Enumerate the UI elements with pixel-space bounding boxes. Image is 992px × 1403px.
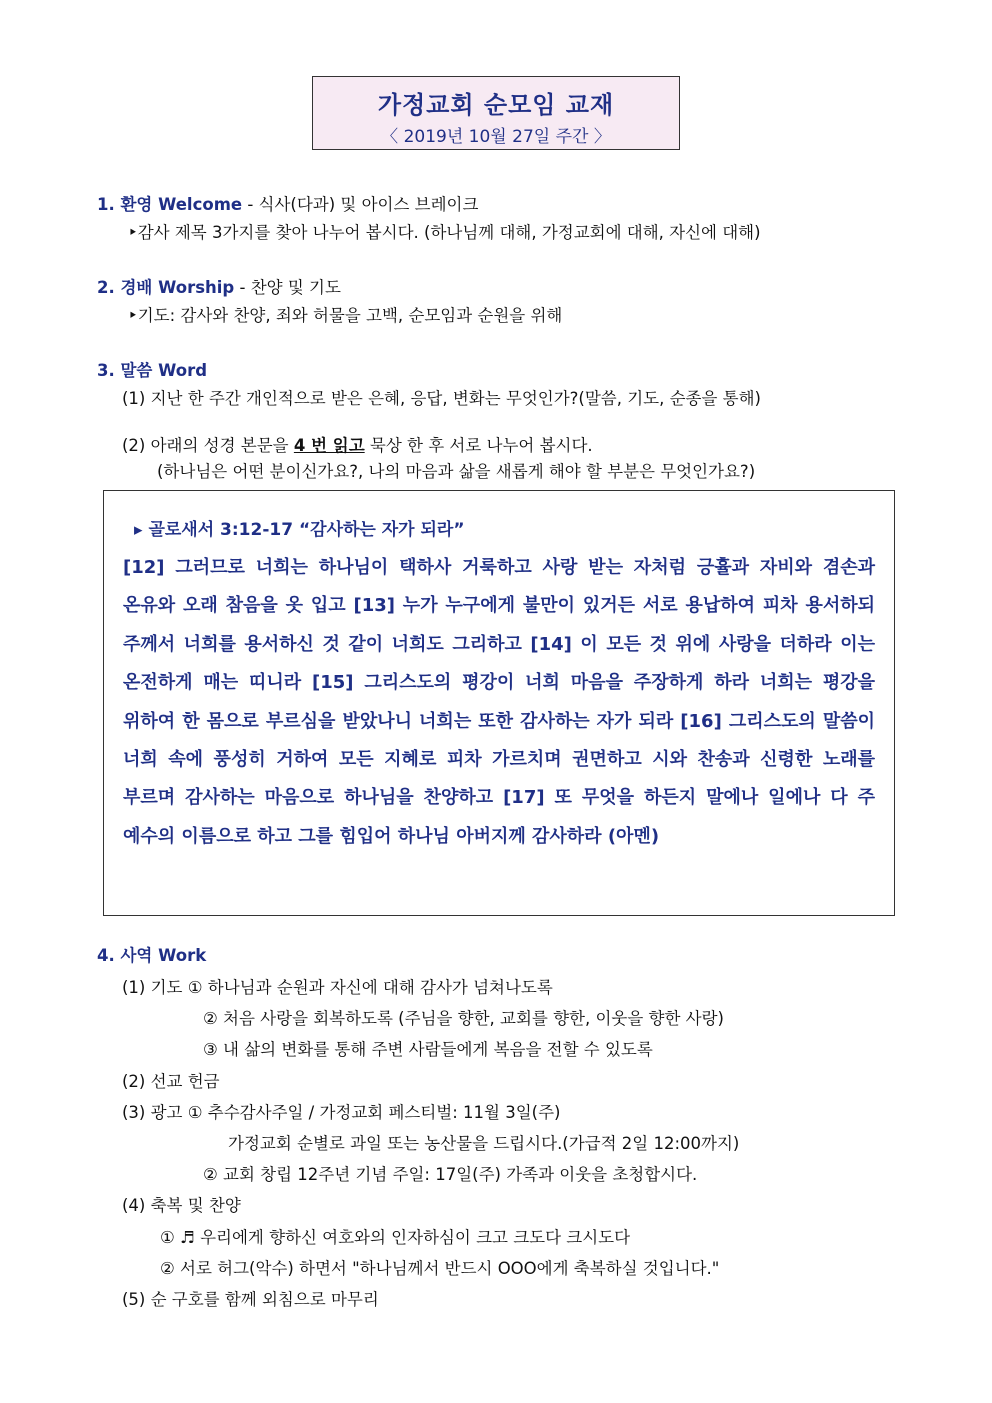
- section-number: 1. 환영 Welcome: [97, 195, 243, 214]
- section-word-heading: [97, 357, 207, 381]
- work-prayer-1: (1) 기도 ① 하나님과 순원과 자신에 대해 감사가 넘쳐나도록: [122, 978, 553, 997]
- welcome-item: ‣감사 제목 3가지를 찾아 나누어 봅시다. (하나님께 대해, 가정교회에 대해, 자신에 대해): [128, 223, 761, 242]
- work-offering: (2) 선교 헌금: [122, 1072, 220, 1091]
- section-welcome-heading: [97, 191, 478, 215]
- work-notice-2: ② 교회 창립 12주년 기념 주일: 17일(주) 가족과 이웃을 초청합시다.: [203, 1165, 698, 1184]
- work-blessing-2: ② 서로 허그(악수) 하면서 "하나님께서 반드시 OOO에게 축복하실 것입니다.": [160, 1259, 720, 1278]
- title-box: [312, 76, 680, 150]
- work-closing: (5) 순 구호를 함께 외침으로 마무리: [122, 1290, 379, 1309]
- question-text: 묵상 한 후 서로 나누어 봅시다.: [364, 436, 593, 455]
- work-blessing-1: ① ♬ 우리에게 향하신 여호와의 인자하심이 크고 크도다 크시도다: [160, 1228, 631, 1247]
- work-notice-1: (3) 광고 ① 추수감사주일 / 가정교회 페스티벌: 11월 3일(주): [122, 1103, 561, 1122]
- section-work-heading: [97, 942, 206, 966]
- section-number: 3. 말씀 Word: [97, 361, 208, 380]
- work-prayer-2: ② 처음 사랑을 회복하도록 (주님을 향한, 교회를 향한, 이웃을 향한 사랑): [203, 1009, 724, 1028]
- question-emphasis: 4 번 읽고: [293, 436, 365, 455]
- scripture-reference: ▸ 골로새서 3:12-17 “감사하는 자가 되라”: [134, 520, 465, 540]
- section-number: 2. 경배 Worship: [97, 278, 235, 297]
- section-worship-heading: [97, 274, 341, 298]
- page-title: 가정교회 순모임 교재: [377, 91, 615, 119]
- section-subtitle: - 찬양 및 기도: [234, 278, 341, 297]
- work-notice-1-detail: 가정교회 순별로 과일 또는 농산물을 드립시다.(가급적 2일 12:00까지): [228, 1134, 740, 1153]
- section-number: 4. 사역 Work: [97, 946, 207, 965]
- question-text: (2) 아래의 성경 본문을: [122, 436, 294, 455]
- work-blessing: (4) 축복 및 찬양: [122, 1196, 241, 1215]
- week-label: 〈 2019년 10월 27일 주간 〉: [381, 127, 611, 147]
- scripture-box: [103, 490, 895, 916]
- scripture-text: [12] 그러므로 너희는 하나님이 택하사 거룩하고 사랑 받는 자처럼 긍휼과 자비와 겸손과 온유와 오래 참음을 옷 입고 [13] 누가 누구에게 불만이 있거든 서로 용납하여 피차 용서하되 주께서 너희를 용서하신 것 같이 너희도 그리하고 [14] 이 모든 것 위에 사랑을 더하라 이는 온전하게 매는 띠니라 [15] 그리스도의 평강이 너희 마음을 주장하게 하라 너희는 평강을 위하여 한 몸으로 부르심을 받았나니 너희는 또한 감사하는 자가 되라 [16] 그리스도의 말씀이 너희 속에 풍성히 거하여 모든 지혜로 피차 가르치며 권면하고 시와 찬송과 신령한 노래를 부르며 감사하는 마음으로 하나님을 찬양하고 [17] 또 무엇을 하든지 말에나 일에나 다 주 예수의 이름으로 하고 그를 힘입어 하나님 아버지께 감사하라 (아멘): [123, 557, 875, 847]
- worship-item: ‣기도: 감사와 찬양, 죄와 허물을 고백, 순모임과 순원을 위해: [128, 306, 563, 325]
- work-prayer-3: ③ 내 삶의 변화를 통해 주변 사람들에게 복음을 전할 수 있도록: [203, 1040, 653, 1059]
- word-question-2: [122, 432, 593, 456]
- word-question-1: (1) 지난 한 주간 개인적으로 받은 은혜, 응답, 변화는 무엇인가?(말씀, 기도, 순종을 통해): [122, 389, 761, 408]
- section-subtitle: - 식사(다과) 및 아이스 브레이크: [242, 195, 479, 214]
- word-question-2-sub: (하나님은 어떤 분이신가요?, 나의 마음과 삶을 새롭게 해야 할 부분은 무엇인가요?): [157, 462, 756, 481]
